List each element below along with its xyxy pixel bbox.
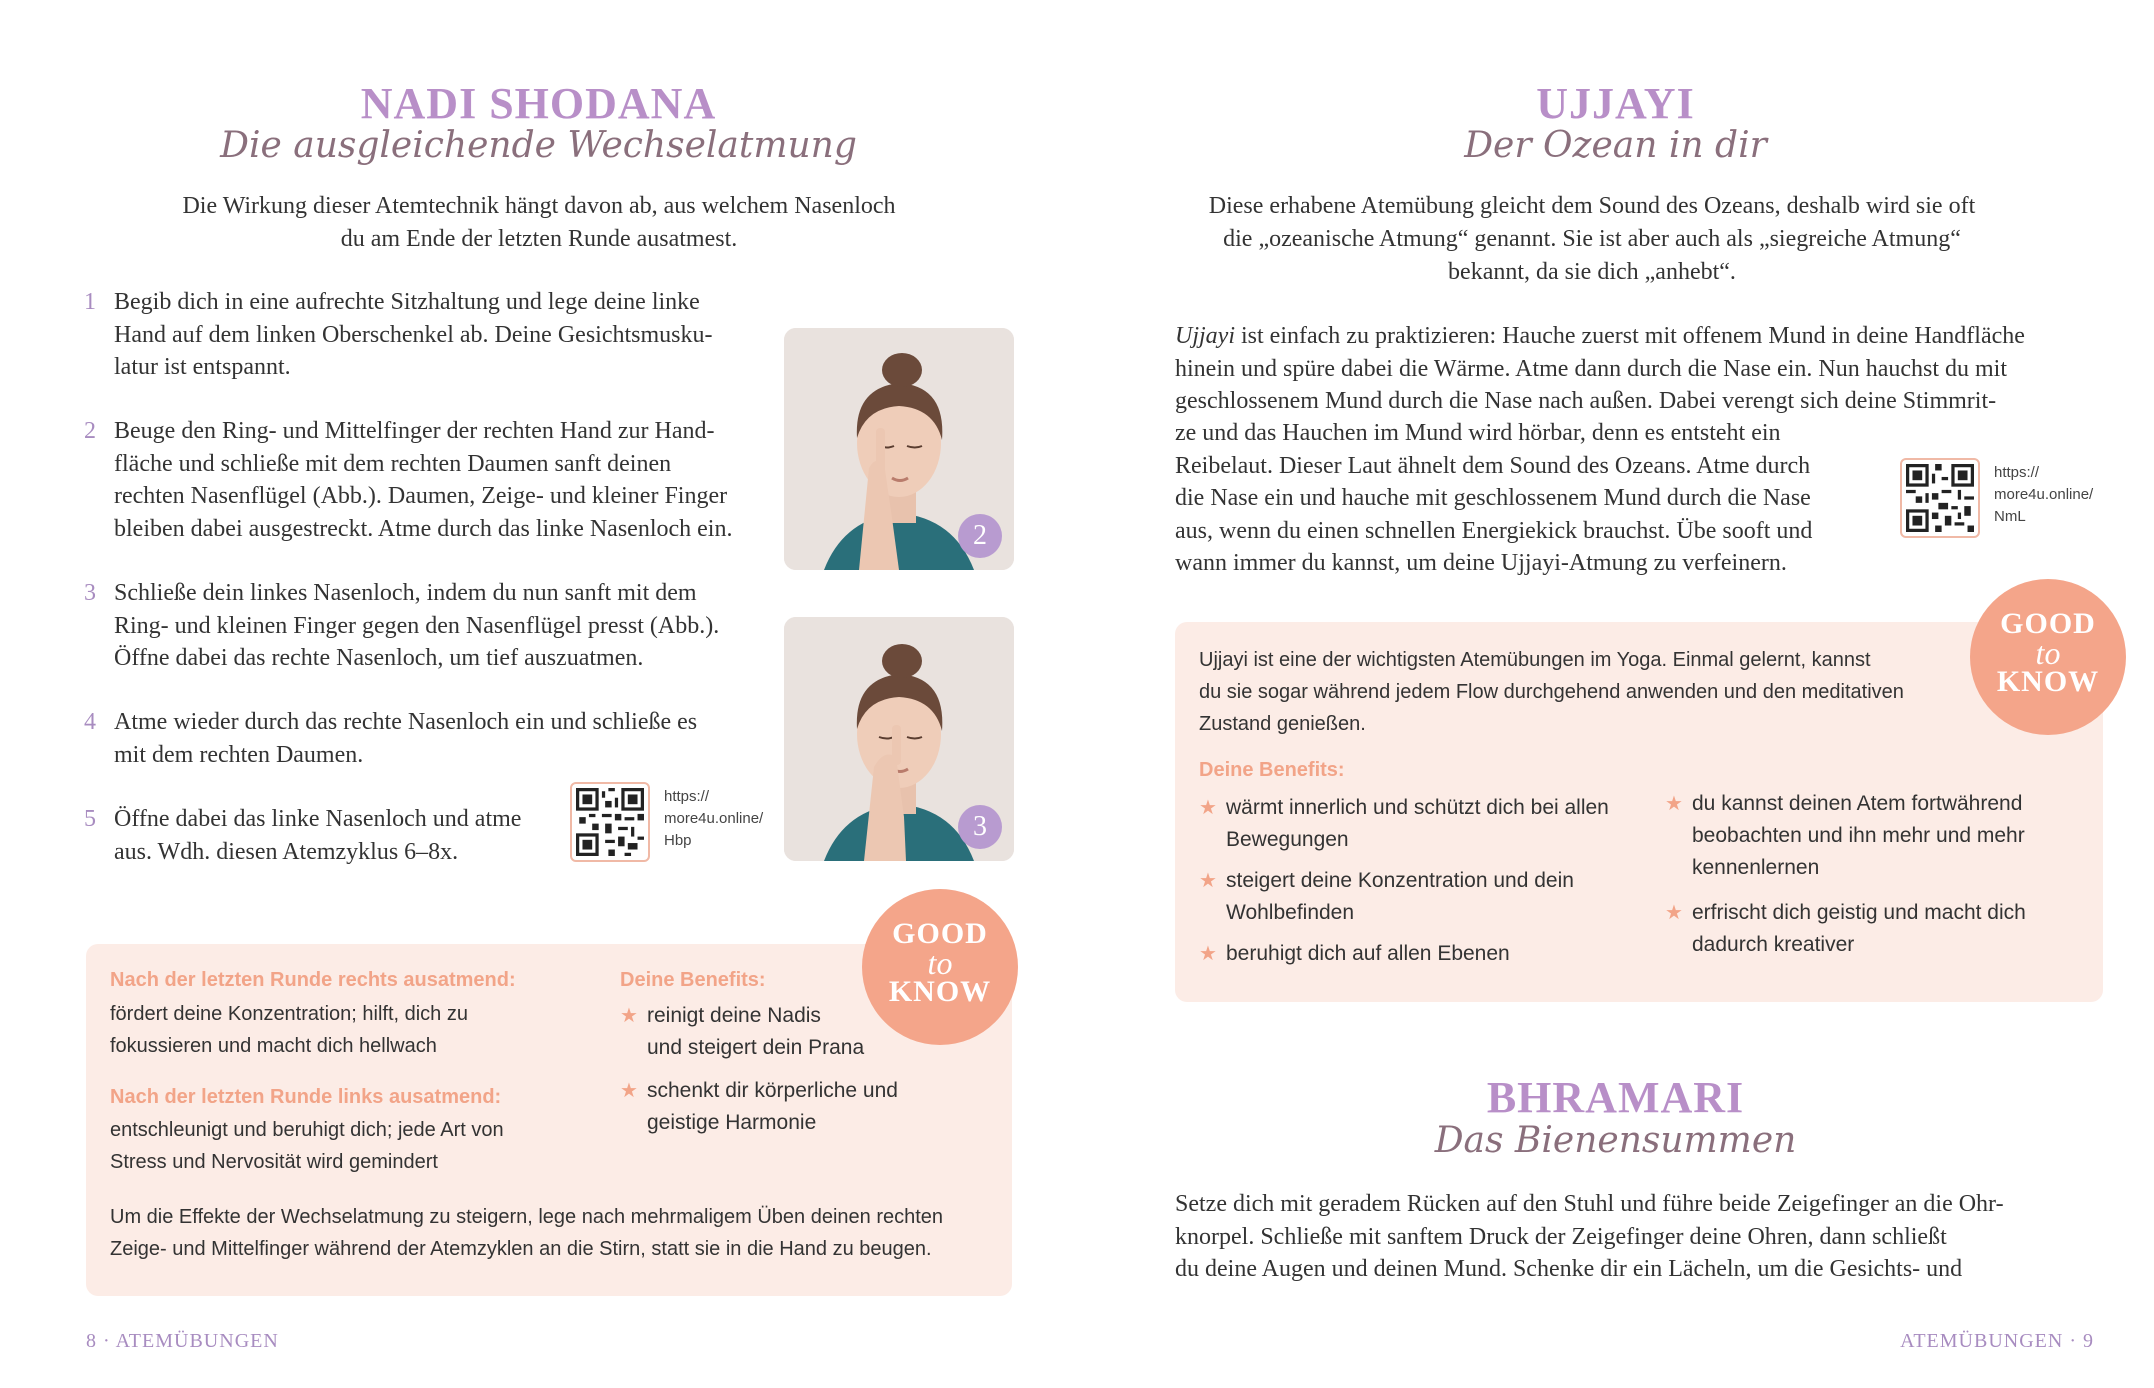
step-5: 5 Öffne dabei das linke Nasenloch und atme aus. Wdh. diesen Atemzyklus 6–8x. (86, 803, 566, 868)
qr-code-icon[interactable] (1900, 458, 1980, 538)
ujjayi-paragraph: Ujjayi ist einfach zu praktizieren: Hauche zuerst mit offenem Mund in deine Handfläche hinein und spüre dabei die Wärme. Atme dann durch die Nase ein. Nun hauchst du mit geschlossenem Mund durch die Nase nach außen. Dabei verengt sich deine Stimmrit- (1175, 323, 2025, 414)
ujjayi-paragraph-cont: ze und das Hauchen im Mund wird hörbar, denn es entsteht ein Reibelaut. Dieser Laut ähnelt dem Sound des Ozeans. Atme durch die Nase ein und hauche mit geschlossenem Mund durch die Nase aus, wenn du einen schnellen Energiekick brauchst. Übe sooft und wann immer du kannst, um deine Ujjayi-Atmung zu verfeinern. (1175, 420, 1813, 576)
benefit-item: ★ steigert deine Konzentration und dein Wohlbefinden (1199, 865, 1574, 929)
benefit-item: ★ beruhigt dich auf allen Ebenen (1199, 938, 1510, 970)
benefit-item: ★ reinigt deine Nadis und steigert dein Prana (620, 1000, 864, 1064)
qr-code-nml[interactable] (1900, 458, 2100, 548)
section-title-bhramari: BHRAMARI (1486, 1073, 1745, 1122)
box-intro-text: Ujjayi ist eine der wichtigsten Atemübungen im Yoga. Einmal gelernt, kannst du sie sogar während jedem Flow durchgehend anwenden und den meditativen Zustand genießen. (1199, 649, 1904, 735)
good-to-know-badge: GOOD to KNOW (862, 889, 1018, 1045)
page-footer: ATEMÜBUNGEN · 9 (1900, 1330, 2094, 1352)
benefit-item: ★ schenkt dir körperliche und geistige Harmonie (620, 1075, 898, 1139)
qr-link-text[interactable]: https:// more4u.online/ Hbp (664, 788, 764, 849)
intro-text: Die Wirkung dieser Atemtechnik hängt davon ab, aus welchem Nasenloch du am Ende der letzten Runde ausatmest. (182, 193, 896, 252)
benefits-heading: Deine Benefits: (620, 969, 766, 991)
step-3: 3 Schließe dein linkes Nasenloch, indem du nun sanft mit dem Ring- und kleinen Finger gegen den Nasenflügel presst (Abb.). Öffne dabei das rechte Nasenloch, um tief auszuatmen. (86, 577, 756, 675)
page-title: NADI SHODANA (360, 79, 717, 128)
section-subtitle-bhramari: Das Bienensummen (1434, 1120, 1797, 1161)
intro-text: Diese erhabene Atemübung gleicht dem Sound des Ozeans, deshalb wird sie oft die „ozeanische Atmung“ genannt. Sie ist aber auch als „siegreiche Atmung“ bekannt, da sie dich „anhebt“. (1208, 193, 1976, 285)
star-icon: ★ (1665, 902, 1683, 924)
step-4: 4 Atme wieder durch das rechte Nasenloch ein und schließe es mit dem rechten Daumen. (86, 706, 756, 771)
section-name: ATEMÜBUNGEN (1900, 1330, 2064, 1352)
star-icon: ★ (620, 1005, 638, 1027)
page-subtitle: Der Ozean in dir (1464, 125, 1767, 166)
section-name: ATEMÜBUNGEN (115, 1330, 279, 1352)
step-number: 5 (84, 806, 96, 832)
photo-step-3 (784, 617, 1014, 861)
star-icon: ★ (620, 1080, 638, 1102)
step-number: 2 (84, 418, 96, 444)
benefits-heading: Deine Benefits: (1199, 759, 1345, 781)
benefit-item: ★ wärmt innerlich und schützt dich bei allen Bewegungen (1199, 792, 1609, 856)
qr-link-text[interactable]: https:// more4u.online/ NmL (1994, 464, 2094, 525)
right-page (1077, 0, 2154, 1388)
step-number: 3 (84, 580, 96, 606)
qr-code-icon[interactable] (570, 782, 650, 862)
good-to-know-box (1175, 622, 2103, 1002)
page-subtitle: Die ausgleichende Wechselatmung (220, 125, 857, 166)
step-2: 2 Beuge den Ring- und Mittelfinger der rechten Hand zur Hand- fläche und schließe mit dem rechten Daumen sanft deinen rechten Nasenflügel (Abb.). Daumen, Zeige- und kleiner Finger bleiben dabei ausgestreckt. Atme durch das linke Nasenloch ein. (86, 415, 756, 545)
benefit-item: ★ erfrischt dich geistig und macht dich dadurch kreativer (1665, 897, 2026, 961)
star-icon: ★ (1665, 793, 1683, 815)
step-number: 1 (84, 289, 96, 315)
step-1: 1 Begib dich in eine aufrechte Sitzhaltung und lege deine linke Hand auf dem linken Oberschenkel ab. Deine Gesichtsmusku- latur ist entspannt. (86, 286, 756, 384)
figure-badge: 3 (958, 805, 1002, 849)
good-to-know-badge: GOOD to KNOW (1970, 579, 2126, 735)
star-icon: ★ (1199, 797, 1217, 819)
box-heading-left: Nach der letzten Runde links ausatmend: (110, 1086, 502, 1108)
page-number: 9 (2083, 1330, 2094, 1352)
page-footer: 8 · ATEMÜBUNGEN (86, 1330, 279, 1352)
step-number: 4 (84, 709, 96, 735)
figure-badge: 2 (958, 514, 1002, 558)
bhramari-paragraph: Setze dich mit geradem Rücken auf den Stuhl und führe beide Zeigefinger an die Ohr- knorpel. Schließe mit sanftem Druck der Zeigefinger deine Ohren, dann schließt du deine Augen und deinen Mund. Schenke dir ein Lächeln, um die Gesichts- und (1175, 1191, 2004, 1282)
benefit-item: ★ du kannst deinen Atem fortwährend beobachten und ihn mehr und mehr kennenlernen (1665, 788, 2025, 884)
photo-step-2 (784, 328, 1014, 570)
box-text-right: fördert deine Konzentration; hilft, dich zu fokussieren und macht dich hellwach (110, 1003, 468, 1057)
box-text-left: entschleunigt und beruhigt dich; jede Art von Stress und Nervosität wird gemindert (110, 1119, 504, 1173)
star-icon: ★ (1199, 870, 1217, 892)
box-footer-text: Um die Effekte der Wechselatmung zu steigern, lege nach mehrmaligem Üben deinen rechten Zeige- und Mittelfinger während der Atemzyklen an die Stirn, statt sie in die Hand zu beugen. (110, 1206, 944, 1260)
box-heading-right: Nach der letzten Runde rechts ausatmend: (110, 969, 516, 991)
qr-code-hbp[interactable] (570, 782, 770, 872)
page-title: UJJAYI (1536, 79, 1695, 128)
page-number: 8 (86, 1330, 97, 1352)
star-icon: ★ (1199, 943, 1217, 965)
